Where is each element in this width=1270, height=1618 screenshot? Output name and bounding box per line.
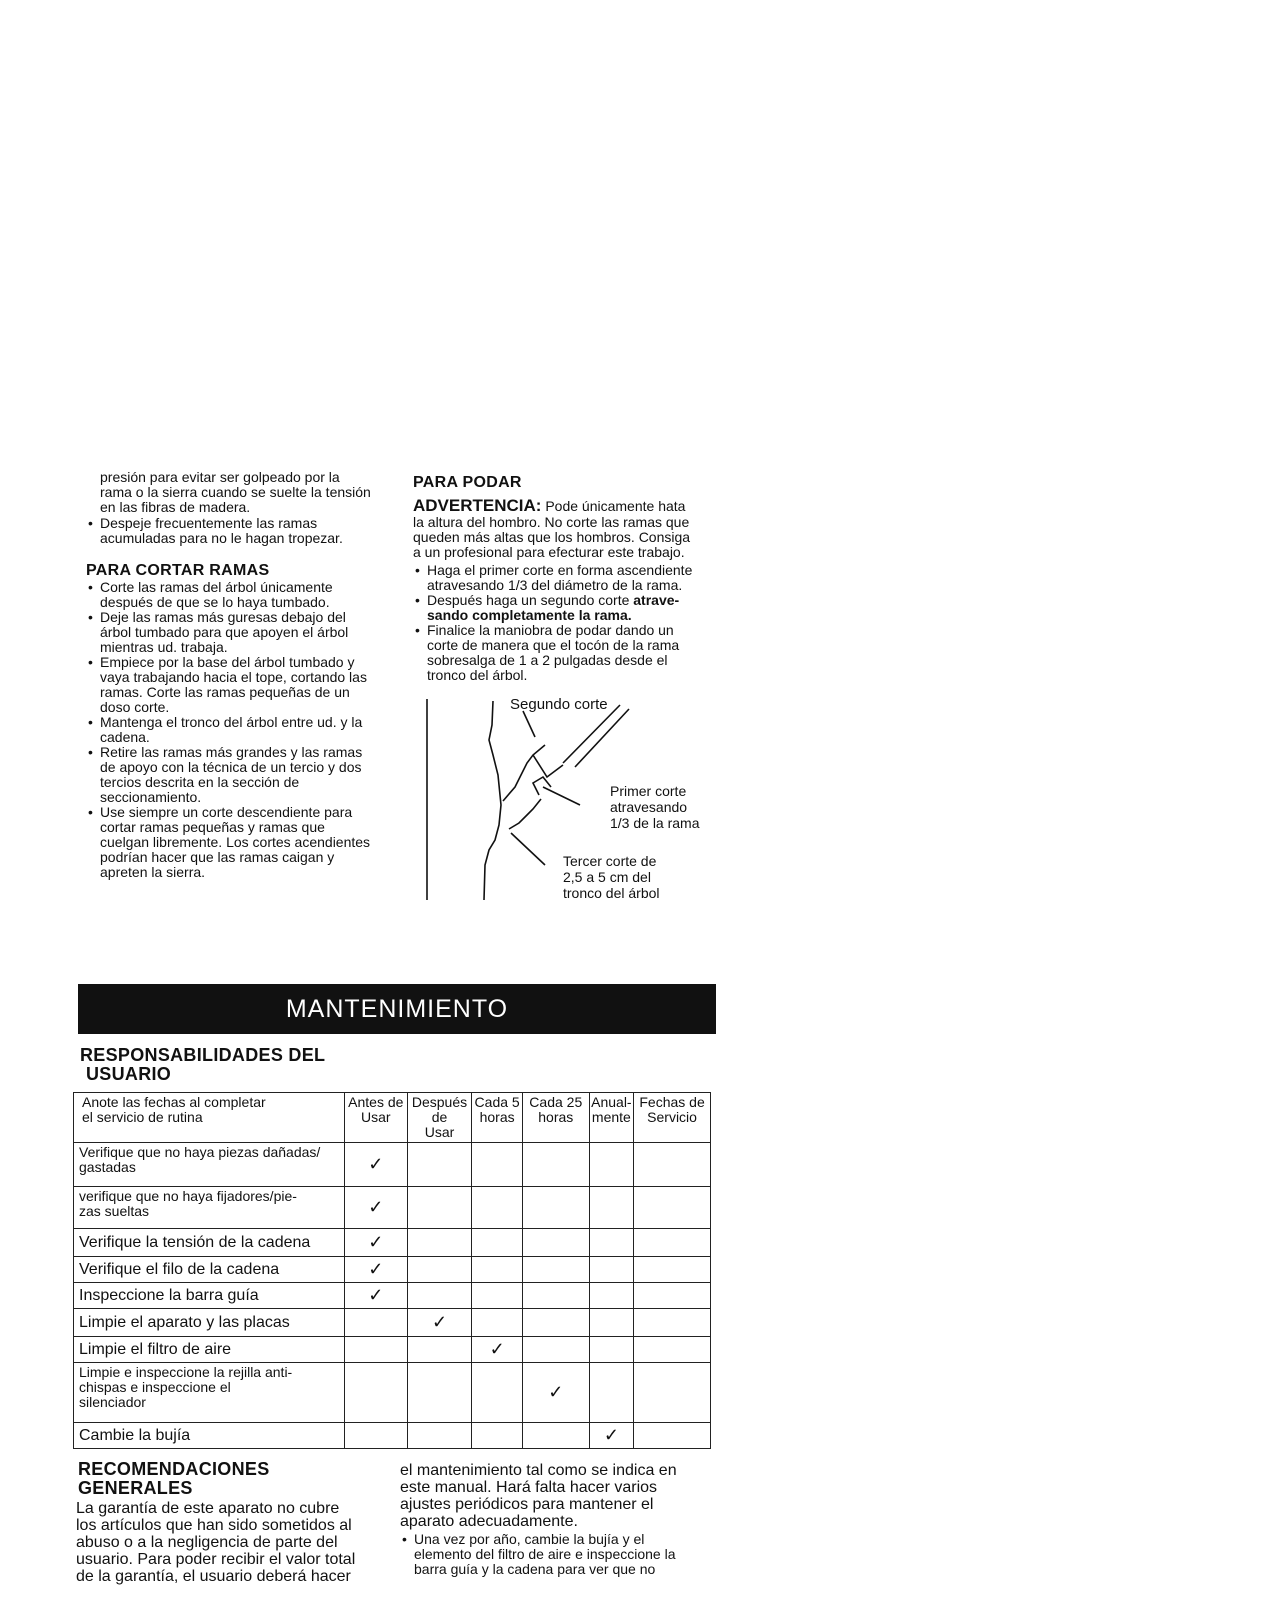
empty-cell xyxy=(589,1283,633,1309)
empty-cell xyxy=(634,1283,711,1309)
bullet-line: atravesando 1/3 del diámetro de la rama. xyxy=(427,577,683,593)
table-header-yearly xyxy=(589,1093,633,1143)
empty-cell xyxy=(407,1257,472,1283)
task-label xyxy=(74,1283,345,1309)
task-label xyxy=(74,1309,345,1337)
bullet-item xyxy=(86,715,402,745)
empty-cell xyxy=(634,1337,711,1363)
prune-list xyxy=(413,563,733,683)
task-label-line: silenciador xyxy=(79,1394,146,1410)
table-row xyxy=(74,1309,711,1337)
header-line: Anote las fechas al completar xyxy=(82,1094,266,1110)
heading-line: RECOMENDACIONES xyxy=(78,1459,270,1479)
label-first-cut xyxy=(610,783,700,831)
checkmark-icon: ✓ xyxy=(344,1187,407,1229)
task-label-line: gastadas xyxy=(79,1159,136,1175)
table-row xyxy=(74,1229,711,1257)
label-second-cut: Segundo corte xyxy=(510,696,608,713)
empty-cell xyxy=(589,1363,633,1423)
table-row xyxy=(74,1187,711,1229)
task-label-line: Limpie el filtro de aire xyxy=(79,1341,232,1358)
warning-label: ADVERTENCIA: xyxy=(413,496,542,515)
bullet-text: Después haga un segundo corte xyxy=(427,592,630,608)
bullet-item xyxy=(413,623,733,683)
label-line: 2,5 a 5 cm del xyxy=(563,869,651,885)
bullet-line: • Deje las ramas más guresas debajo del xyxy=(100,609,346,625)
text-line: abuso o a la negligencia de parte del xyxy=(76,1534,338,1551)
header-line: Fechas de xyxy=(639,1094,705,1110)
left-intro xyxy=(100,470,400,515)
empty-cell xyxy=(472,1143,523,1187)
bullet-item xyxy=(86,610,402,655)
bullet-line: • Finalice la maniobra de podar dando un xyxy=(427,622,674,638)
bullet-item xyxy=(400,1532,720,1577)
checkmark-icon: ✓ xyxy=(344,1283,407,1309)
bullet-line: • Use siempre un corte descendiente para xyxy=(100,804,353,820)
bullet-item xyxy=(86,580,402,610)
empty-cell xyxy=(634,1187,711,1229)
task-label-line: zas sueltas xyxy=(79,1203,150,1219)
bullet-line: cuelgan libremente. Los cortes acendientes xyxy=(100,834,371,850)
empty-cell xyxy=(472,1257,523,1283)
intro-bullets xyxy=(86,516,396,546)
empty-cell xyxy=(472,1363,523,1423)
bullet-line: podrían hacer que las ramas caigan y xyxy=(100,849,335,865)
warning-text: Pode únicamente hata xyxy=(545,498,686,514)
checkmark-icon: ✓ xyxy=(589,1423,633,1449)
empty-cell xyxy=(589,1143,633,1187)
header-line: horas xyxy=(538,1109,574,1125)
empty-cell xyxy=(589,1309,633,1337)
bullet-item xyxy=(86,805,402,880)
text-line: usuario. Para poder recibir el valor total xyxy=(76,1551,356,1568)
empty-cell xyxy=(344,1337,407,1363)
recommendations-bullets xyxy=(400,1532,720,1577)
empty-cell xyxy=(589,1229,633,1257)
label-line: atravesando xyxy=(610,799,688,815)
empty-cell xyxy=(522,1187,589,1229)
text-line: ajustes periódicos para mantener el xyxy=(400,1496,654,1513)
empty-cell xyxy=(407,1143,472,1187)
maintenance-section-bar: MANTENIMIENTO xyxy=(78,984,716,1034)
task-label xyxy=(74,1229,345,1257)
empty-cell xyxy=(589,1187,633,1229)
second-cut-arrow xyxy=(523,711,535,737)
bullet-line: apreten la sierra. xyxy=(100,864,206,880)
bullet-item xyxy=(86,655,402,715)
task-label xyxy=(74,1143,345,1187)
empty-cell xyxy=(522,1257,589,1283)
checkmark-icon: ✓ xyxy=(472,1337,523,1363)
text-line: La garantía de este aparato no cubre xyxy=(76,1500,340,1517)
empty-cell xyxy=(472,1283,523,1309)
bullet-line: ramas. Corte las ramas pequeñas de un xyxy=(100,684,350,700)
empty-cell xyxy=(634,1257,711,1283)
header-line: mente xyxy=(591,1109,631,1125)
intro-line: en las fibras de madera. xyxy=(100,499,251,515)
maintenance-table xyxy=(73,1092,711,1449)
label-line: 1/3 de la rama xyxy=(610,815,700,831)
table-header-service-dates xyxy=(634,1093,711,1143)
bullet-line: barra guía y la cadena para ver que no xyxy=(414,1561,656,1577)
empty-cell xyxy=(344,1363,407,1423)
header-line: Usar xyxy=(361,1109,391,1125)
cut-branches-list xyxy=(86,580,402,880)
empty-cell xyxy=(472,1423,523,1449)
empty-cell xyxy=(522,1229,589,1257)
bullet-line: tronco del árbol. xyxy=(427,667,528,683)
bullet-line: árbol tumbado para que apoyen el árbol xyxy=(100,624,349,640)
empty-cell xyxy=(589,1337,633,1363)
heading-line: RESPONSABILIDADES DEL xyxy=(80,1045,326,1065)
task-label xyxy=(74,1187,345,1229)
cut-branches-heading: PARA CORTAR RAMAS xyxy=(86,562,270,579)
empty-cell xyxy=(472,1229,523,1257)
bullet-bold: atrave- xyxy=(633,592,680,608)
prune-heading: PARA PODAR xyxy=(413,474,522,491)
bullet-line: • Empiece por la base del árbol tumbado y xyxy=(100,654,355,670)
header-line: Usar xyxy=(424,1124,455,1140)
header-line: Cada 25 xyxy=(529,1094,583,1110)
bullet-line: • Una vez por año, cambie la bujía y el xyxy=(414,1531,645,1547)
header-line: Después xyxy=(411,1094,468,1110)
empty-cell xyxy=(407,1363,472,1423)
task-label-line: chispas e inspeccione el xyxy=(79,1379,231,1395)
bullet-line: tercios descrita en la sección de xyxy=(100,774,300,790)
bullet-line: mientras ud. trabaja. xyxy=(100,639,228,655)
task-label-line: verifique que no haya fijadores/pie- xyxy=(79,1188,297,1204)
text-line: el mantenimiento tal como se indica en xyxy=(400,1462,677,1479)
empty-cell xyxy=(472,1309,523,1337)
first-cut-notch xyxy=(533,777,551,795)
task-label xyxy=(74,1257,345,1283)
empty-cell xyxy=(634,1143,711,1187)
bullet-line: • Despeje frecuentemente las ramas xyxy=(100,515,318,531)
task-label-line: Verifique que no haya piezas dañadas/ xyxy=(79,1144,321,1160)
table-header-every-5-hours xyxy=(472,1093,523,1143)
recommendations-heading xyxy=(78,1460,270,1498)
empty-cell xyxy=(522,1423,589,1449)
recommendations-right-text xyxy=(400,1462,720,1530)
label-line: Primer corte xyxy=(610,783,687,799)
empty-cell xyxy=(407,1229,472,1257)
task-label-line: Cambie la bujía xyxy=(79,1427,191,1444)
second-cut xyxy=(533,755,563,777)
first-cut-arrow xyxy=(543,787,580,805)
header-line: Cada 5 xyxy=(474,1094,520,1110)
trunk-outline xyxy=(484,701,501,900)
text-line: aparato adecuadamente. xyxy=(400,1513,578,1530)
warning-line: queden más altas que los hombros. Consiga xyxy=(413,529,691,545)
bullet-line: después de que se lo haya tumbado. xyxy=(100,594,330,610)
empty-cell xyxy=(344,1423,407,1449)
bullet-line: • Mantenga el tronco del árbol entre ud. y la xyxy=(100,714,363,730)
empty-cell xyxy=(589,1257,633,1283)
bullet-item xyxy=(86,745,402,805)
warning-block xyxy=(413,497,733,560)
table-header-task xyxy=(74,1093,345,1143)
checkmark-icon: ✓ xyxy=(344,1257,407,1283)
empty-cell xyxy=(472,1187,523,1229)
task-label-line: Inspeccione la barra guía xyxy=(79,1287,259,1304)
empty-cell xyxy=(407,1283,472,1309)
warning-line: la altura del hombro. No corte las ramas que xyxy=(413,514,690,530)
empty-cell xyxy=(407,1187,472,1229)
table-header-every-25-hours xyxy=(522,1093,589,1143)
task-label-line: Verifique la tensión de la cadena xyxy=(79,1234,311,1251)
text-line: este manual. Hará falta hacer varios xyxy=(400,1479,658,1496)
branch-end-top xyxy=(563,705,620,763)
table-row xyxy=(74,1143,711,1187)
checkmark-icon: ✓ xyxy=(344,1229,407,1257)
empty-cell xyxy=(407,1423,472,1449)
branch-upper xyxy=(503,745,545,801)
label-line: Tercer corte de xyxy=(563,853,657,869)
task-label xyxy=(74,1337,345,1363)
task-label-line: Limpie e inspeccione la rejilla anti- xyxy=(79,1364,293,1380)
header-line: Anual- xyxy=(591,1094,632,1110)
text-line: los artículos que han sido sometidos al xyxy=(76,1517,352,1534)
branch-end-side xyxy=(575,709,629,767)
header-line: Servicio xyxy=(647,1109,697,1125)
table-row xyxy=(74,1363,711,1423)
header-line: el servicio de rutina xyxy=(82,1109,203,1125)
empty-cell xyxy=(522,1143,589,1187)
empty-cell xyxy=(634,1423,711,1449)
bullet-item xyxy=(413,593,733,623)
bullet-line: corte de manera que el tocón de la rama xyxy=(427,637,680,653)
task-label xyxy=(74,1423,345,1449)
bullet-line: • Haga el primer corte en forma ascendiente xyxy=(427,562,693,578)
maintenance-table-body xyxy=(74,1143,711,1449)
checkmark-icon: ✓ xyxy=(522,1363,589,1423)
bullet-line: cortar ramas pequeñas y ramas que xyxy=(100,819,325,835)
header-line: horas xyxy=(479,1109,515,1125)
table-row xyxy=(74,1257,711,1283)
text-line: de la garantía, el usuario deberá hacer xyxy=(76,1568,351,1585)
empty-cell xyxy=(407,1337,472,1363)
label-third-cut xyxy=(563,853,660,901)
empty-cell xyxy=(634,1309,711,1337)
label-line: tronco del árbol xyxy=(563,885,660,901)
bullet-line: doso corte. xyxy=(100,699,170,715)
heading-line: GENERALES xyxy=(78,1478,193,1498)
bullet-line: • Retire las ramas más grandes y las ramas xyxy=(100,744,363,760)
checkmark-icon: ✓ xyxy=(407,1309,472,1337)
bullet-line: cadena. xyxy=(100,729,150,745)
third-cut-arrow xyxy=(511,833,545,865)
bullet-line: de apoyo con la técnica de un tercio y dos xyxy=(100,759,362,775)
table-header-after-use xyxy=(407,1093,472,1143)
empty-cell xyxy=(634,1229,711,1257)
heading-line: USUARIO xyxy=(86,1064,172,1084)
checkmark-icon: ✓ xyxy=(344,1143,407,1187)
bullet-item xyxy=(413,563,733,593)
bullet-item xyxy=(86,516,396,546)
bullet-line: • Corte las ramas del árbol únicamente xyxy=(100,579,333,595)
intro-line: rama o la sierra cuando se suelte la tensión xyxy=(100,484,371,500)
header-line: Antes de xyxy=(348,1094,404,1110)
bullet-line: sobresalga de 1 a 2 pulgadas desde el xyxy=(427,652,668,668)
table-row xyxy=(74,1283,711,1309)
bullet-line: elemento del filtro de aire e inspeccione la xyxy=(414,1546,676,1562)
empty-cell xyxy=(522,1283,589,1309)
task-label xyxy=(74,1363,345,1423)
responsibilities-heading xyxy=(80,1046,325,1084)
table-row xyxy=(74,1337,711,1363)
table-header-before-use xyxy=(344,1093,407,1143)
empty-cell xyxy=(522,1309,589,1337)
bullet-line: seccionamiento. xyxy=(100,789,202,805)
bullet-line: vaya trabajando hacia el tope, cortando las xyxy=(100,669,367,685)
recommendations-left-text xyxy=(76,1500,396,1585)
empty-cell xyxy=(344,1309,407,1337)
branch-lower xyxy=(509,799,541,829)
bullet-line: acumuladas para no le hagan tropezar. xyxy=(100,530,343,546)
intro-line: presión para evitar ser golpeado por la xyxy=(100,469,340,485)
bullet-bold: sando completamente la rama. xyxy=(427,607,632,623)
header-line: de xyxy=(431,1109,448,1125)
task-label-line: Limpie el aparato y las placas xyxy=(79,1314,290,1331)
empty-cell xyxy=(522,1337,589,1363)
warning-line: a un profesional para efecturar este trabajo. xyxy=(413,544,685,560)
table-row xyxy=(74,1423,711,1449)
empty-cell xyxy=(634,1363,711,1423)
task-label-line: Verifique el filo de la cadena xyxy=(79,1261,280,1278)
